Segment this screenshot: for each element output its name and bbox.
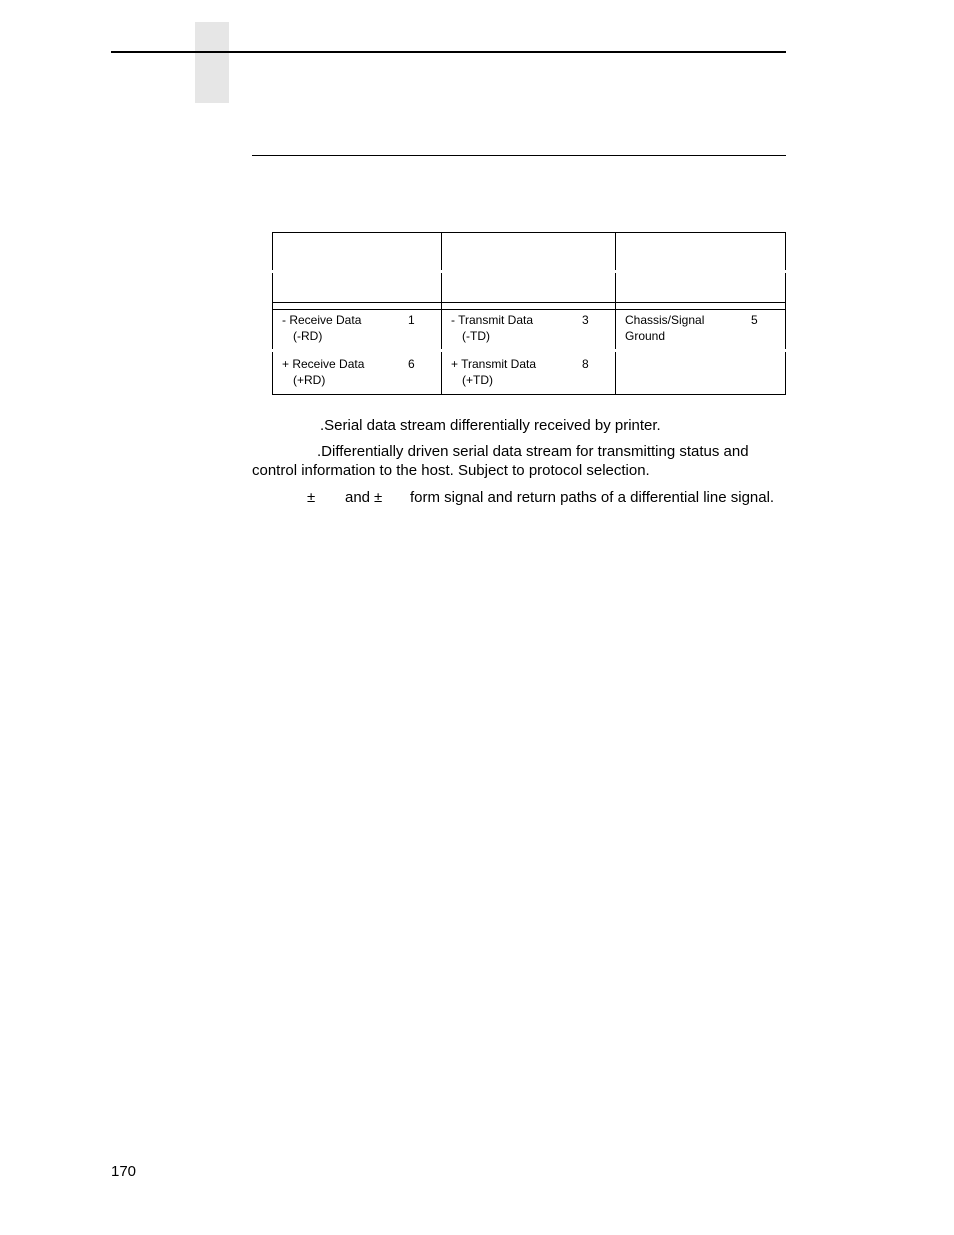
signal-name: - Transmit Data bbox=[451, 313, 534, 327]
column-divider bbox=[615, 232, 616, 395]
signal-name: Chassis/Signal bbox=[625, 313, 705, 327]
divider-gap bbox=[784, 270, 787, 273]
pin-number: 8 bbox=[582, 357, 589, 371]
and-text: and bbox=[345, 489, 371, 506]
signal-name-line2: Ground bbox=[625, 329, 666, 343]
pin-assignment-table bbox=[272, 232, 786, 395]
table-cell-transmit-data-pos bbox=[451, 356, 606, 388]
table-cell-transmit-data-neg bbox=[451, 312, 606, 344]
pin-number: 5 bbox=[751, 313, 758, 327]
divider-gap bbox=[440, 270, 443, 273]
divider-gap bbox=[784, 349, 787, 352]
divider-gap bbox=[271, 349, 274, 352]
plus-minus-symbol-2: ± bbox=[374, 489, 383, 506]
signal-abbreviation: (-TD) bbox=[462, 329, 490, 343]
chapter-tab bbox=[195, 22, 229, 103]
td-description-line2: control information to the host. Subject to protocol selection. bbox=[252, 462, 650, 479]
section-rule bbox=[252, 155, 786, 156]
signal-name: + Transmit Data bbox=[451, 357, 537, 371]
divider-gap bbox=[271, 270, 274, 273]
divider-gap bbox=[614, 270, 617, 273]
pin-number: 6 bbox=[408, 357, 415, 371]
signal-name: + Receive Data bbox=[282, 357, 365, 371]
differential-description: form signal and return paths of a differential line signal. bbox=[410, 489, 775, 506]
signal-abbreviation: (-RD) bbox=[293, 329, 323, 343]
header-rule-top bbox=[272, 302, 786, 303]
table-cell-receive-data-pos bbox=[282, 356, 432, 388]
header-rule-bottom bbox=[272, 309, 786, 310]
table-cell-chassis-ground bbox=[625, 312, 775, 344]
header-rule bbox=[111, 51, 786, 53]
signal-abbreviation: (+RD) bbox=[293, 373, 326, 387]
signal-name: - Receive Data bbox=[282, 313, 362, 327]
table-cell-receive-data-neg bbox=[282, 312, 432, 344]
page-number: 170 bbox=[111, 1163, 137, 1180]
column-divider bbox=[441, 232, 442, 395]
pin-number: 3 bbox=[582, 313, 589, 327]
signal-abbreviation: (+TD) bbox=[462, 373, 493, 387]
td-description-line1: .Differentially driven serial data stream for transmitting status and bbox=[317, 443, 749, 460]
rd-description: .Serial data stream differentially received by printer. bbox=[320, 417, 661, 434]
divider-gap bbox=[440, 349, 443, 352]
pin-number: 1 bbox=[408, 313, 415, 327]
plus-minus-symbol: ± bbox=[307, 489, 316, 506]
divider-gap bbox=[614, 349, 617, 352]
